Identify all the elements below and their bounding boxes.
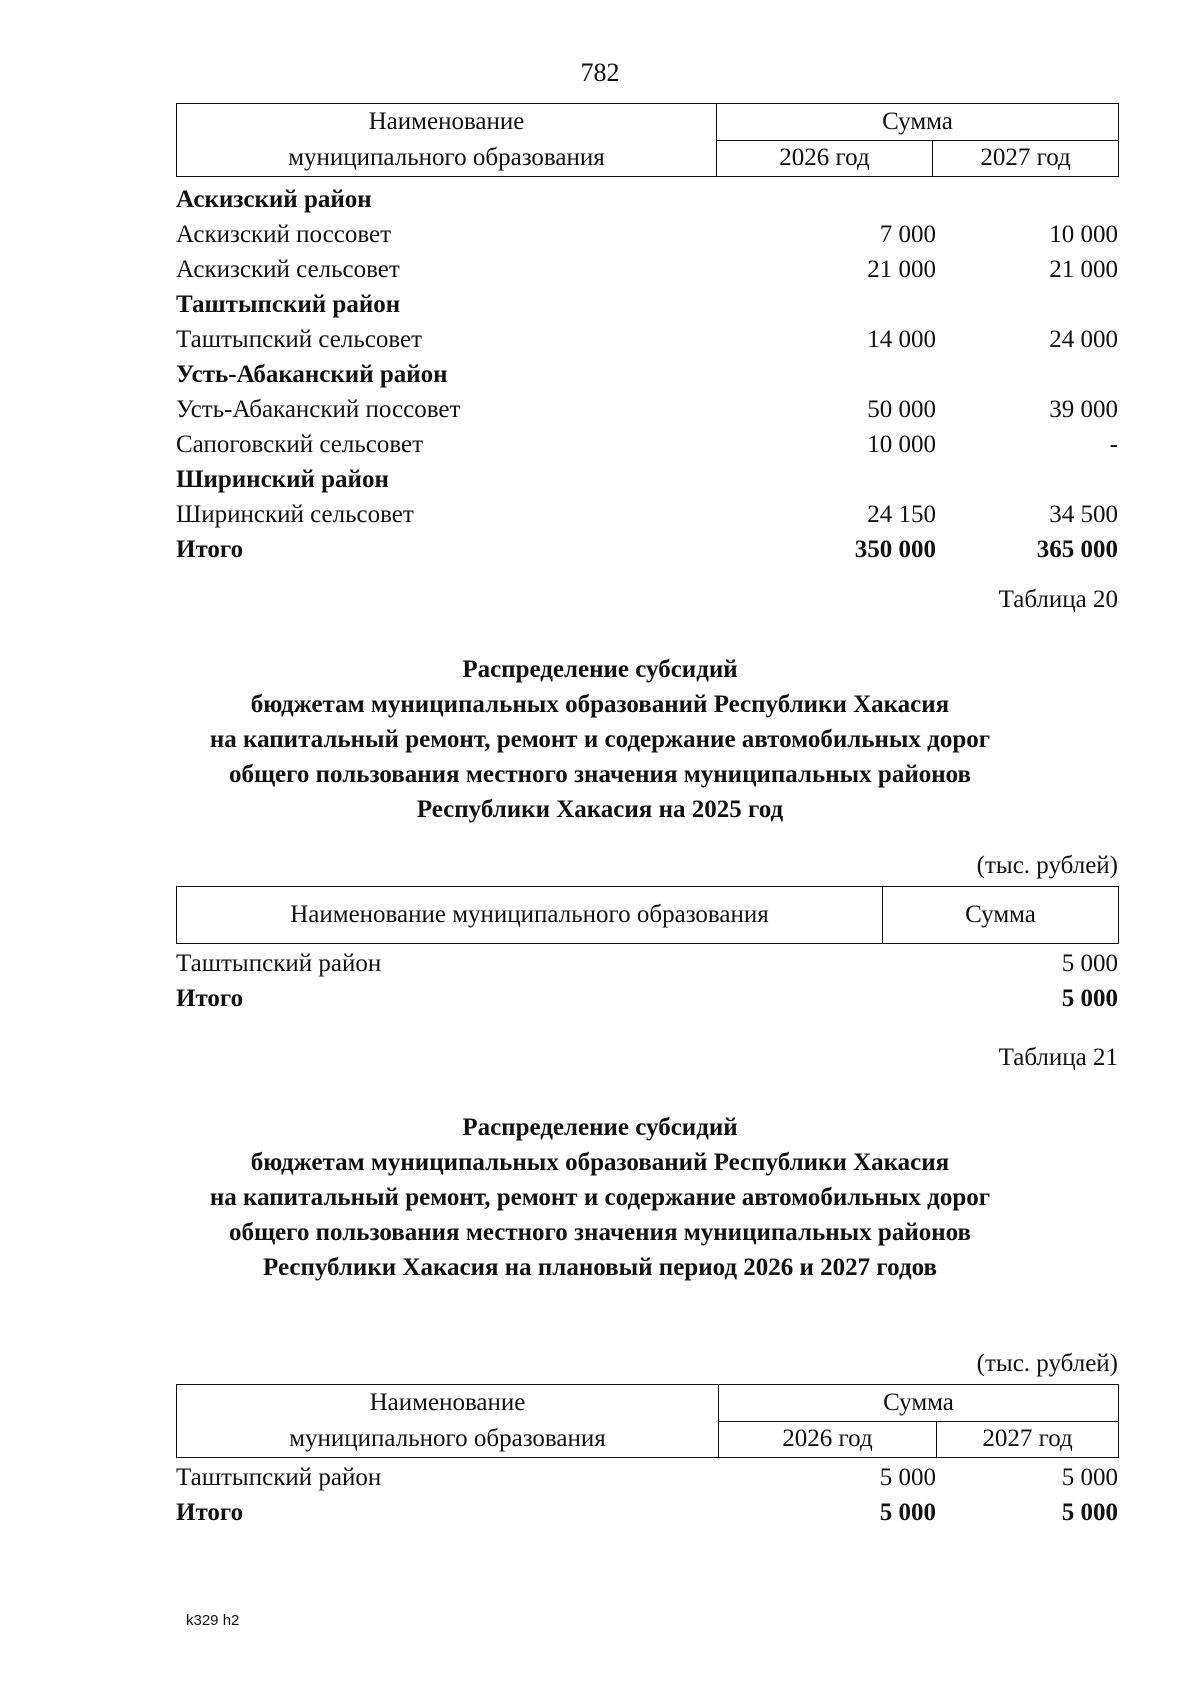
row-name: Усть-Абаканский район: [176, 361, 448, 388]
row-name: Итого: [176, 536, 244, 563]
title-line: Распределение субсидий: [462, 656, 738, 683]
row-name: Ширинский сельсовет: [176, 501, 414, 528]
table-total-row: [176, 1495, 1118, 1530]
page-number: 782: [580, 58, 620, 87]
row-value-2027: 24 000: [1049, 326, 1118, 353]
table1-header-name: [177, 104, 717, 177]
row-value-2027: 34 500: [1049, 501, 1118, 528]
row-name: Таштыпский сельсовет: [176, 326, 422, 353]
table-row: [176, 1460, 1118, 1495]
table1-header-name-line1: Наименование: [368, 108, 525, 135]
row-value-2026: 5 000: [879, 1464, 936, 1491]
table21-label: Таблица 21: [998, 1044, 1118, 1071]
title-line: Республики Хакасия на плановый период 2026 и 2027 годов: [263, 1254, 937, 1281]
table20-body: [176, 946, 1118, 1016]
table20-header-name: Наименование муниципального образования: [177, 887, 883, 944]
table-row: [176, 252, 1118, 287]
row-value-2026: 50 000: [867, 396, 936, 423]
row-value-2026: 24 150: [867, 501, 936, 528]
row-value-2026: 7 000: [879, 221, 936, 248]
table21-header: [176, 1384, 1119, 1458]
table1-header-year1: 2026 год: [717, 140, 933, 177]
table-group-row: [176, 357, 1118, 392]
table-row: [176, 427, 1118, 462]
row-name: Таштыпский район: [176, 291, 401, 318]
title-line: общего пользования местного значения муниципальных районов: [228, 761, 972, 788]
table-row: [176, 946, 1118, 981]
row-value-2026: 350 000: [854, 536, 936, 563]
table-row: [176, 322, 1118, 357]
row-name: Итого: [176, 985, 244, 1012]
row-value: 5 000: [1061, 950, 1118, 977]
table20-header: [176, 886, 1119, 944]
row-value-2027: 10 000: [1049, 221, 1118, 248]
table21-header-year2: 2027 год: [937, 1421, 1119, 1458]
row-value: 5 000: [1061, 985, 1118, 1012]
row-value-2027: 5 000: [1061, 1464, 1118, 1491]
title-line: бюджетам муниципальных образований Республики Хакасия: [250, 1149, 950, 1176]
row-value-2027: 5 000: [1061, 1499, 1118, 1526]
table20-title: [0, 652, 1200, 827]
title-line: Распределение субсидий: [462, 1114, 738, 1141]
row-name: Аскизский поссовет: [176, 221, 392, 248]
table21-header-name: [177, 1385, 719, 1458]
row-value-2026: 10 000: [867, 431, 936, 458]
row-value-2027: 21 000: [1049, 256, 1118, 283]
row-name: Таштыпский район: [176, 950, 382, 977]
table21-header-name-line1: Наименование: [369, 1389, 526, 1416]
title-line: общего пользования местного значения муниципальных районов: [228, 1219, 972, 1246]
table-row: [176, 217, 1118, 252]
row-value-2026: 5 000: [879, 1499, 936, 1526]
table20-units: (тыс. рублей): [976, 852, 1118, 879]
title-line: на капитальный ремонт, ремонт и содержание автомобильных дорог: [209, 1184, 991, 1211]
row-value-2026: 14 000: [867, 326, 936, 353]
table21-title: [0, 1110, 1200, 1285]
table1-header-year2: 2027 год: [933, 140, 1119, 177]
row-value-2027: 365 000: [1036, 536, 1118, 563]
table21-header-sum: Сумма: [719, 1385, 1119, 1422]
table1-header-sum: Сумма: [717, 104, 1119, 141]
table21-header-year1: 2026 год: [719, 1421, 937, 1458]
table-group-row: [176, 182, 1118, 217]
row-name: Усть-Абаканский поссовет: [176, 396, 461, 423]
table21-body: [176, 1460, 1118, 1530]
table20-label: Таблица 20: [998, 586, 1118, 613]
table-group-row: [176, 462, 1118, 497]
table-group-row: [176, 287, 1118, 322]
table20-header-sum: Сумма: [883, 887, 1119, 944]
table-row: [176, 497, 1118, 532]
row-value-2026: 21 000: [867, 256, 936, 283]
table21-header-name-line2: муниципального образования: [289, 1425, 606, 1452]
table1-body: [176, 182, 1118, 567]
row-name: Ширинский район: [176, 466, 389, 493]
row-name: Аскизский район: [176, 186, 372, 213]
row-name: Итого: [176, 1499, 244, 1526]
title-line: на капитальный ремонт, ремонт и содержание автомобильных дорог: [209, 726, 991, 753]
row-name: Таштыпский район: [176, 1464, 382, 1491]
title-line: бюджетам муниципальных образований Республики Хакасия: [250, 691, 950, 718]
table-total-row: [176, 532, 1118, 567]
table1-header: [176, 103, 1119, 177]
footer-code: k329 h2: [186, 1612, 240, 1629]
row-name: Сапоговский сельсовет: [176, 431, 424, 458]
row-value-2027: 39 000: [1049, 396, 1118, 423]
table-row: [176, 392, 1118, 427]
row-name: Аскизский сельсовет: [176, 256, 400, 283]
table-total-row: [176, 981, 1118, 1016]
title-line: Республики Хакасия на 2025 год: [416, 796, 784, 823]
table21-units: (тыс. рублей): [976, 1350, 1118, 1377]
table1-header-name-line2: муниципального образования: [288, 144, 605, 171]
row-value-2027: -: [1109, 431, 1118, 458]
